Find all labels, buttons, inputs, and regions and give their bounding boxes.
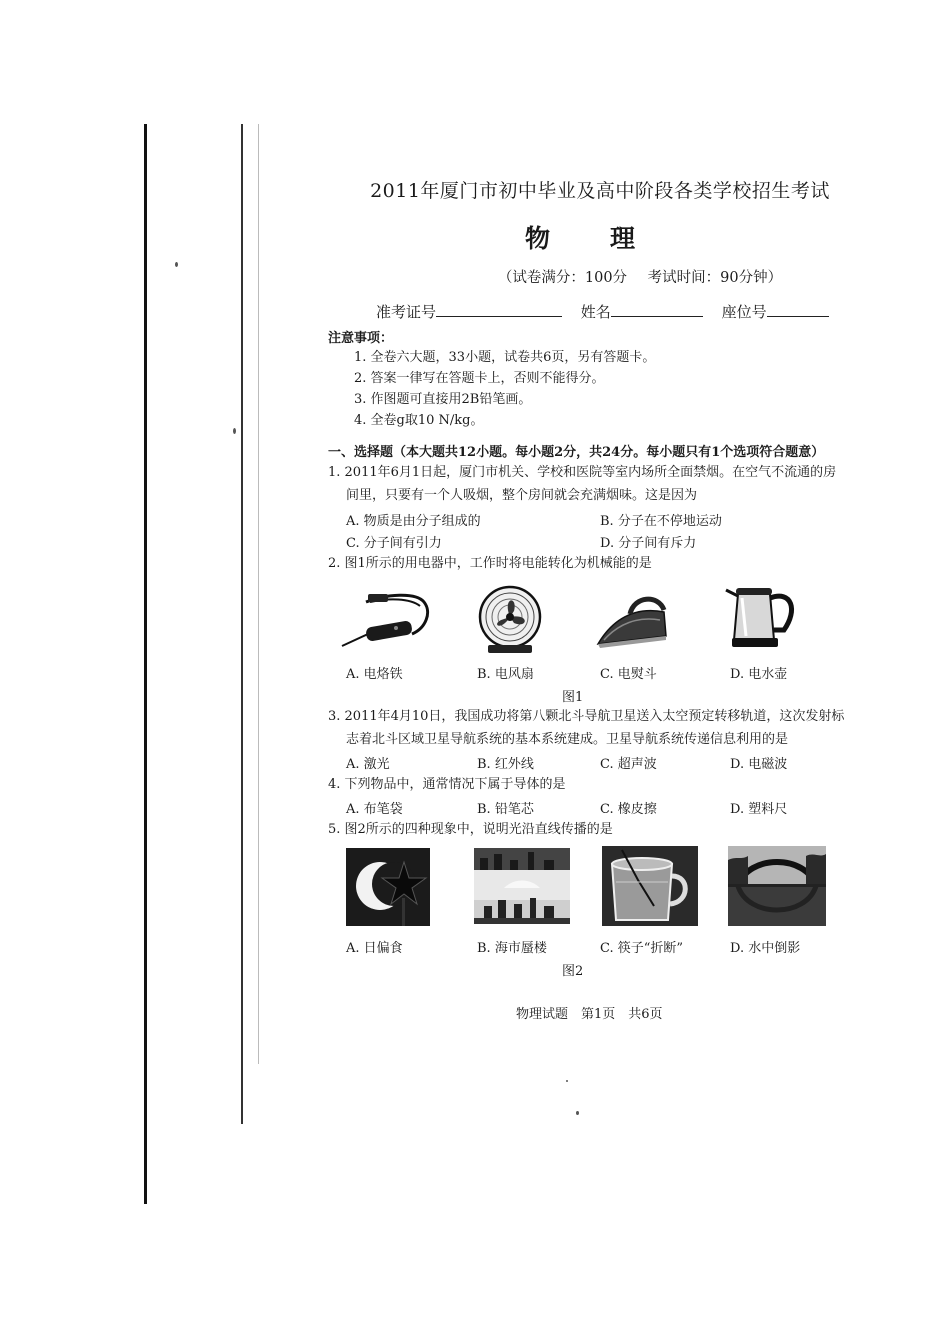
- candidate-fields: [376, 301, 843, 322]
- question-1-line-2: 间里，只要有一个人吸烟，整个房间就会充满烟味。这是因为: [346, 488, 698, 503]
- soldering-iron-icon: [336, 588, 436, 652]
- mirage-photo: [474, 848, 570, 924]
- electric-iron-icon: [594, 590, 670, 650]
- bent-chopsticks-photo: [602, 846, 698, 926]
- question-3-line-1: 3. 2011年4月10日，我国成功将第八颗北斗导航卫星送入太空预定转移轨道，这次发射标: [328, 709, 845, 724]
- notice-item: 2. 答案一律写在答题卡上，否则不能得分。: [354, 371, 605, 386]
- exam-time: 考试时间：90分钟）: [647, 270, 783, 286]
- scan-binding-line-faint: [258, 124, 259, 1064]
- seat-blank: [767, 302, 829, 317]
- exam-title: 2011年厦门市初中毕业及高中阶段各类学校招生考试: [370, 180, 830, 202]
- question-3-option-a: A. 激光: [346, 757, 390, 772]
- section-title: 一、选择题（本大题共12小题。每小题2分，共24分。每小题只有1个选项符合题意）: [328, 445, 825, 460]
- notice-item: 1. 全卷六大题，33小题，试卷共6页，另有答题卡。: [354, 350, 656, 365]
- notice-item: 3. 作图题可直接用2B铅笔画。: [354, 392, 532, 407]
- scan-speck: [175, 262, 178, 267]
- question-2-option-d: D. 电水壶: [730, 667, 788, 682]
- exam-meta: [420, 266, 860, 287]
- figure-2-label: 图2: [562, 964, 584, 979]
- question-3-option-c: C. 超声波: [600, 757, 657, 772]
- question-5-option-a: A. 日偏食: [346, 941, 403, 956]
- question-4-line-1: 4. 下列物品中，通常情况下属于导体的是: [328, 777, 566, 792]
- partial-solar-eclipse-photo: [346, 848, 430, 926]
- question-1-line-1: 1. 2011年6月1日起，厦门市机关、学校和医院等室内场所全面禁烟。在空气不流通的房: [328, 465, 837, 480]
- question-2-line-1: 2. 图1所示的用电器中，工作时将电能转化为机械能的是: [328, 556, 652, 571]
- question-5-option-b: B. 海市蜃楼: [477, 941, 547, 956]
- exam-number-blank: [436, 302, 562, 317]
- bridge-reflection-photo: [728, 846, 826, 926]
- question-5-option-c: C. 筷子“折断”: [600, 941, 684, 956]
- seat-label: 座位号: [721, 303, 767, 321]
- question-4-option-a: A. 布笔袋: [346, 802, 403, 817]
- exam-number-label: 准考证号: [376, 303, 437, 321]
- question-1-option-b: B. 分子在不停地运动: [600, 514, 722, 529]
- page-footer: 物理试题 第1页 共6页: [516, 1007, 663, 1022]
- question-3-line-2: 志着北斗区域卫星导航系统的基本系统建成。卫星导航系统传递信息利用的是: [346, 732, 789, 747]
- question-2-option-b: B. 电风扇: [477, 667, 534, 682]
- question-5-line-1: 5. 图2所示的四种现象中，说明光沿直线传播的是: [328, 822, 613, 837]
- notice-list: [354, 347, 655, 431]
- question-3-option-b: B. 红外线: [477, 757, 534, 772]
- question-1-option-c: C. 分子间有引力: [346, 536, 442, 551]
- figure-1-label: 图1: [562, 690, 584, 705]
- question-1-option-d: D. 分子间有斥力: [600, 536, 697, 551]
- scan-speck: [566, 1080, 568, 1082]
- electric-kettle-icon: [722, 580, 798, 650]
- question-4-option-b: B. 铅笔芯: [477, 802, 534, 817]
- notice-title: 注意事项：: [328, 331, 394, 346]
- name-blank: [611, 302, 703, 317]
- scan-speck: [576, 1111, 579, 1115]
- question-1-option-a: A. 物质是由分子组成的: [346, 514, 481, 529]
- question-4-option-c: C. 橡皮擦: [600, 802, 657, 817]
- question-2-option-c: C. 电熨斗: [600, 667, 657, 682]
- name-label: 姓名: [580, 303, 611, 321]
- full-score: （试卷满分：100分: [497, 270, 628, 286]
- scan-speck: [233, 428, 236, 434]
- question-4-option-d: D. 塑料尺: [730, 802, 788, 817]
- scan-left-edge: [144, 124, 147, 1204]
- notice-item: 4. 全卷g取10 N/kg。: [354, 413, 484, 428]
- electric-fan-icon: [472, 585, 548, 657]
- exam-subject: 物理: [524, 224, 695, 253]
- scan-binding-line: [241, 124, 243, 1124]
- question-2-option-a: A. 电烙铁: [346, 667, 403, 682]
- question-3-option-d: D. 电磁波: [730, 757, 788, 772]
- question-5-option-d: D. 水中倒影: [730, 941, 801, 956]
